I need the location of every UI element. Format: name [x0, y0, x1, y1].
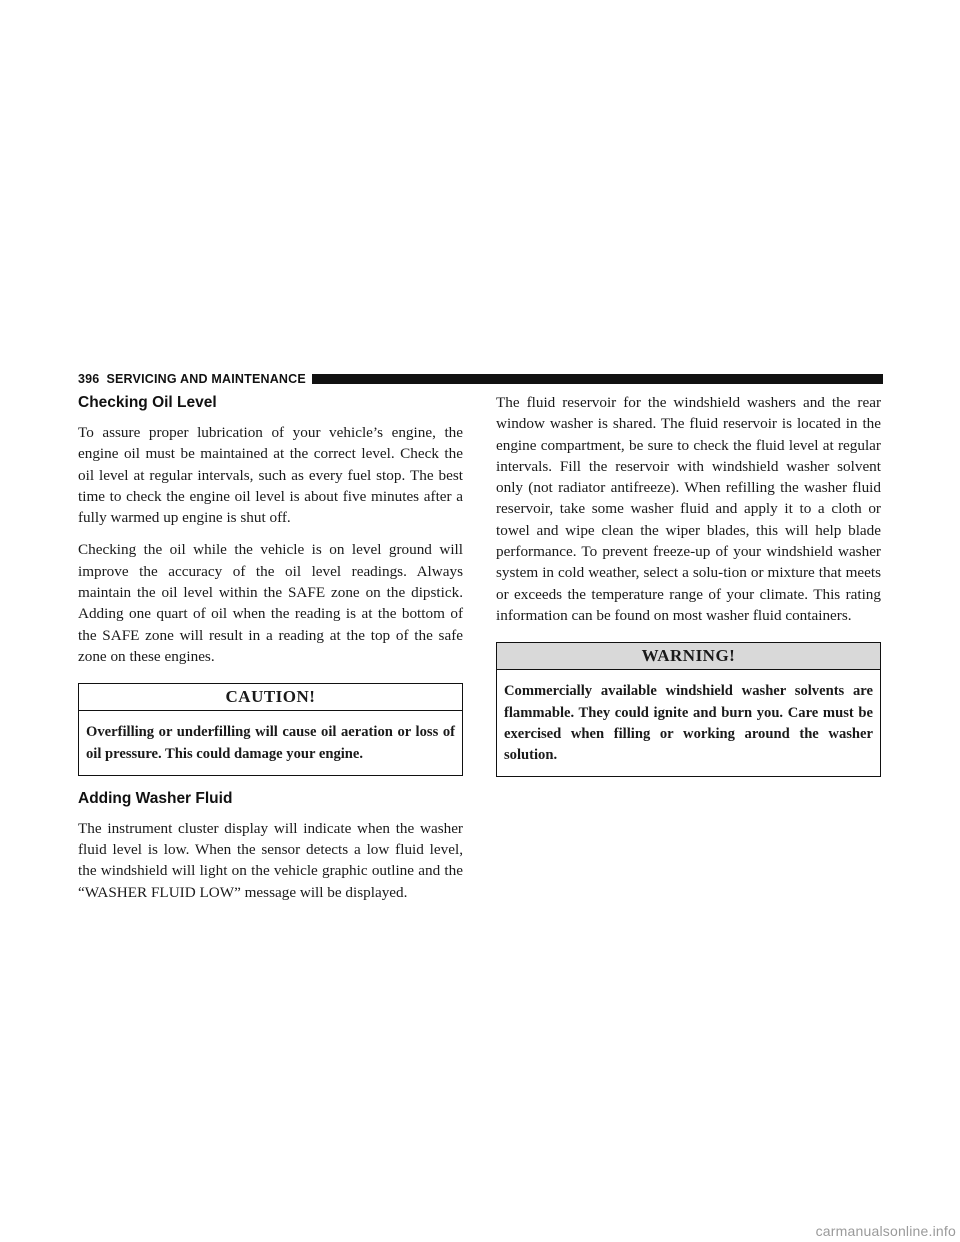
warning-box — [496, 642, 881, 777]
left-column — [78, 392, 463, 914]
oil-paragraph-1: To assure proper lubrication of your vehicle’s engine, the engine oil must be maintained at the correct level. Check the oil level at regular intervals, such as every fuel stop. The best time to check the engine oil level is about five minutes after a fully warmed up engine is shut off. — [78, 424, 463, 527]
page-header — [78, 371, 883, 387]
warning-text: Commercially available windshield washer solvents are flammable. They could ignite and burn you. Care must be exercised when filling or working around the washer solution. — [504, 683, 873, 764]
warning-title: WARNING! — [497, 643, 880, 670]
caution-text: Overfilling or underfilling will cause oil aeration or loss of oil pressure. This could damage your engine. — [86, 724, 455, 762]
reservoir-paragraph: The fluid reservoir for the windshield washers and the rear window washer is shared. The fluid reservoir is located in the engine compartment, be sure to check the fluid level at regular intervals. Fill the reservoir with windshield washer solvent only (not radiator antifreeze). When refilling the washer fluid reservoir, take some washer fluid and apply it to a cloth or towel and wipe clean the wiper blades, this will help blade performance. To prevent freeze-up of your windshield washer system in cold weather, select a solu-tion or mixture that meets or exceeds the temperature range of your climate. This rating information can be found on most washer fluid containers. — [496, 394, 881, 624]
caution-box — [78, 683, 463, 776]
oil-heading: Checking Oil Level — [78, 394, 217, 411]
washer-heading: Adding Washer Fluid — [78, 789, 233, 807]
washer-paragraph-1: The instrument cluster display will indicate when the washer fluid level is low. When the sensor detects a low fluid level, the windshield will light on the vehicle graphic outline and the “WASHER FLUID LOW” message will be displayed. — [78, 819, 463, 901]
right-column — [496, 392, 881, 789]
section-title: SERVICING AND MAINTENANCE — [106, 372, 306, 386]
header-text — [78, 372, 306, 386]
site-watermark: carmanualsonline.info — [815, 1223, 956, 1239]
page-number: 396 — [78, 372, 100, 386]
header-rule — [312, 374, 883, 384]
oil-paragraph-2: Checking the oil while the vehicle is on level ground will improve the accuracy of the oil level readings. Always maintain the oil level within the SAFE zone on the dipstick. Adding one quart of oil when the reading is at the bottom of the SAFE zone will result in a reading at the top of the safe zone on these engines. — [78, 541, 463, 665]
caution-title: CAUTION! — [79, 684, 462, 711]
